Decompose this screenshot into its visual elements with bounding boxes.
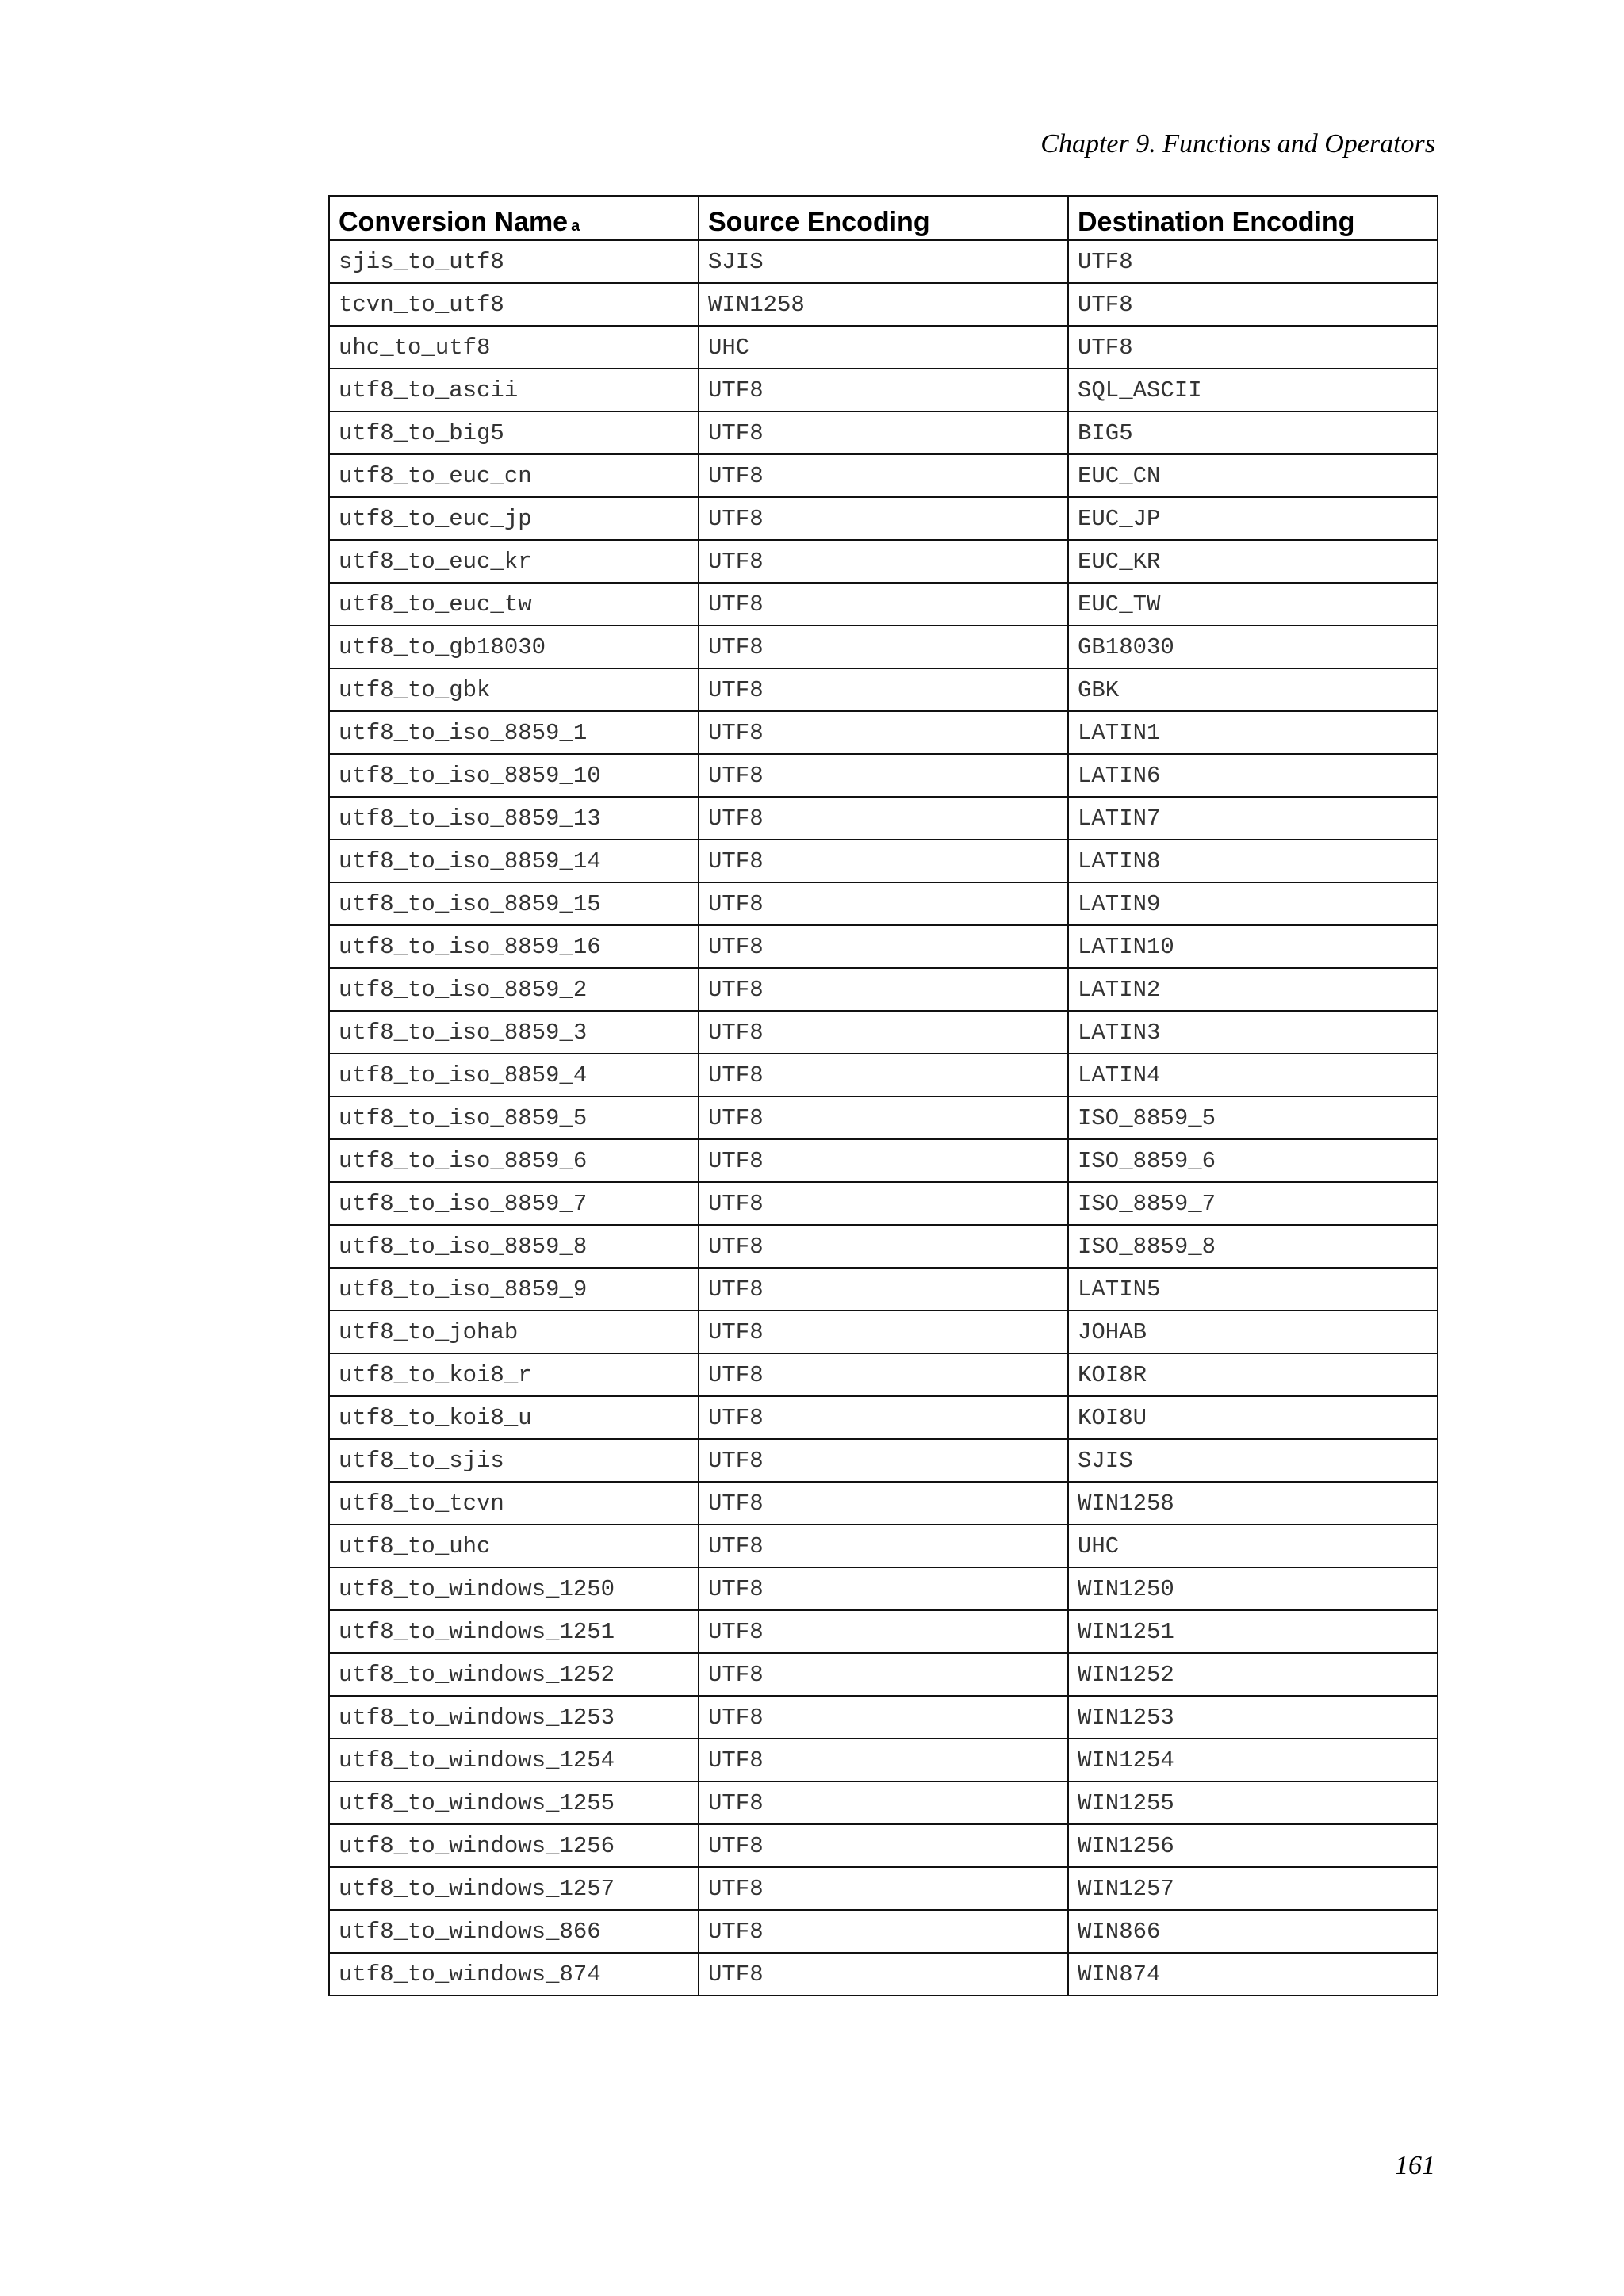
destination-encoding-cell: SJIS xyxy=(1068,1439,1438,1482)
running-header: Chapter 9. Functions and Operators xyxy=(1040,129,1435,159)
destination-encoding-cell: LATIN4 xyxy=(1068,1054,1438,1096)
destination-encoding-cell: ISO_8859_8 xyxy=(1068,1225,1438,1268)
source-encoding-cell: UTF8 xyxy=(699,411,1068,454)
table-row xyxy=(329,925,1438,968)
conversion-name-cell: utf8_to_iso_8859_15 xyxy=(329,882,699,925)
table-row xyxy=(329,668,1438,711)
source-encoding-cell: UTF8 xyxy=(699,1268,1068,1311)
destination-encoding-cell: EUC_JP xyxy=(1068,497,1438,540)
destination-encoding-cell: LATIN3 xyxy=(1068,1011,1438,1054)
source-encoding-cell: UTF8 xyxy=(699,1139,1068,1182)
destination-encoding-cell: WIN1252 xyxy=(1068,1653,1438,1696)
conversion-name-cell: utf8_to_euc_jp xyxy=(329,497,699,540)
destination-encoding-cell: KOI8R xyxy=(1068,1353,1438,1396)
source-encoding-cell: UTF8 xyxy=(699,1525,1068,1567)
destination-encoding-cell: LATIN1 xyxy=(1068,711,1438,754)
conversion-name-cell: utf8_to_iso_8859_7 xyxy=(329,1182,699,1225)
table-row xyxy=(329,1268,1438,1311)
conversion-name-cell: utf8_to_iso_8859_3 xyxy=(329,1011,699,1054)
table-row xyxy=(329,1525,1438,1567)
source-encoding-cell: UTF8 xyxy=(699,1824,1068,1867)
destination-encoding-cell: WIN1255 xyxy=(1068,1781,1438,1824)
source-encoding-cell: UTF8 xyxy=(699,1910,1068,1953)
conversion-name-cell: utf8_to_iso_8859_4 xyxy=(329,1054,699,1096)
column-header-label: Conversion Name xyxy=(339,207,569,237)
source-encoding-cell: UTF8 xyxy=(699,1011,1068,1054)
conversion-name-cell: utf8_to_windows_1254 xyxy=(329,1739,699,1781)
table-row xyxy=(329,1311,1438,1353)
conversion-table xyxy=(328,195,1438,1996)
source-encoding-cell: UTF8 xyxy=(699,754,1068,797)
conversion-name-cell: utf8_to_ascii xyxy=(329,369,699,411)
conversion-name-cell: utf8_to_euc_kr xyxy=(329,540,699,583)
table-row xyxy=(329,711,1438,754)
table-row xyxy=(329,1011,1438,1054)
destination-encoding-cell: GBK xyxy=(1068,668,1438,711)
table-row xyxy=(329,411,1438,454)
conversion-name-cell: utf8_to_iso_8859_10 xyxy=(329,754,699,797)
source-encoding-cell: UHC xyxy=(699,326,1068,369)
table-row xyxy=(329,1610,1438,1653)
source-encoding-cell: UTF8 xyxy=(699,1054,1068,1096)
conversion-name-cell: utf8_to_sjis xyxy=(329,1439,699,1482)
table-row xyxy=(329,583,1438,626)
table-row xyxy=(329,626,1438,668)
table-row xyxy=(329,540,1438,583)
conversion-name-cell: utf8_to_windows_1250 xyxy=(329,1567,699,1610)
table-row xyxy=(329,1824,1438,1867)
conversion-name-cell: utf8_to_iso_8859_5 xyxy=(329,1096,699,1139)
conversion-name-cell: uhc_to_utf8 xyxy=(329,326,699,369)
destination-encoding-cell: WIN1250 xyxy=(1068,1567,1438,1610)
source-encoding-cell: UTF8 xyxy=(699,1439,1068,1482)
table-row xyxy=(329,497,1438,540)
source-encoding-cell: UTF8 xyxy=(699,1696,1068,1739)
table-body xyxy=(329,240,1438,1996)
table-header-row xyxy=(329,196,1438,240)
source-encoding-cell: UTF8 xyxy=(699,497,1068,540)
destination-encoding-cell: ISO_8859_7 xyxy=(1068,1182,1438,1225)
source-encoding-cell: UTF8 xyxy=(699,540,1068,583)
conversion-name-cell: utf8_to_windows_874 xyxy=(329,1953,699,1996)
destination-encoding-cell: WIN1251 xyxy=(1068,1610,1438,1653)
source-encoding-cell: UTF8 xyxy=(699,1396,1068,1439)
source-encoding-cell: UTF8 xyxy=(699,797,1068,840)
destination-encoding-cell: LATIN7 xyxy=(1068,797,1438,840)
destination-encoding-cell: WIN866 xyxy=(1068,1910,1438,1953)
destination-encoding-cell: LATIN2 xyxy=(1068,968,1438,1011)
source-encoding-cell: UTF8 xyxy=(699,1482,1068,1525)
source-encoding-cell: UTF8 xyxy=(699,626,1068,668)
table-row xyxy=(329,1396,1438,1439)
source-encoding-cell: UTF8 xyxy=(699,1225,1068,1268)
conversion-name-cell: utf8_to_gbk xyxy=(329,668,699,711)
conversion-name-cell: utf8_to_johab xyxy=(329,1311,699,1353)
table-row xyxy=(329,754,1438,797)
destination-encoding-cell: LATIN8 xyxy=(1068,840,1438,882)
column-header-destination-encoding: Destination Encoding xyxy=(1068,196,1438,240)
destination-encoding-cell: LATIN6 xyxy=(1068,754,1438,797)
table-row xyxy=(329,1781,1438,1824)
destination-encoding-cell: WIN1253 xyxy=(1068,1696,1438,1739)
conversion-name-cell: utf8_to_windows_866 xyxy=(329,1910,699,1953)
source-encoding-cell: UTF8 xyxy=(699,583,1068,626)
table-row xyxy=(329,1139,1438,1182)
conversion-name-cell: utf8_to_big5 xyxy=(329,411,699,454)
destination-encoding-cell: UTF8 xyxy=(1068,240,1438,283)
source-encoding-cell: UTF8 xyxy=(699,1739,1068,1781)
conversion-name-cell: utf8_to_uhc xyxy=(329,1525,699,1567)
source-encoding-cell: UTF8 xyxy=(699,1867,1068,1910)
table-row xyxy=(329,326,1438,369)
table-row xyxy=(329,1953,1438,1996)
destination-encoding-cell: UTF8 xyxy=(1068,283,1438,326)
source-encoding-cell: SJIS xyxy=(699,240,1068,283)
source-encoding-cell: UTF8 xyxy=(699,1567,1068,1610)
destination-encoding-cell: WIN1254 xyxy=(1068,1739,1438,1781)
conversion-name-cell: sjis_to_utf8 xyxy=(329,240,699,283)
table-row xyxy=(329,1439,1438,1482)
source-encoding-cell: WIN1258 xyxy=(699,283,1068,326)
destination-encoding-cell: JOHAB xyxy=(1068,1311,1438,1353)
destination-encoding-cell: UTF8 xyxy=(1068,326,1438,369)
conversion-name-cell: tcvn_to_utf8 xyxy=(329,283,699,326)
conversion-name-cell: utf8_to_euc_cn xyxy=(329,454,699,497)
table-row xyxy=(329,1653,1438,1696)
destination-encoding-cell: BIG5 xyxy=(1068,411,1438,454)
conversion-name-cell: utf8_to_windows_1252 xyxy=(329,1653,699,1696)
table-row xyxy=(329,1054,1438,1096)
source-encoding-cell: UTF8 xyxy=(699,1096,1068,1139)
destination-encoding-cell: GB18030 xyxy=(1068,626,1438,668)
destination-encoding-cell: KOI8U xyxy=(1068,1396,1438,1439)
source-encoding-cell: UTF8 xyxy=(699,1653,1068,1696)
table-row xyxy=(329,240,1438,283)
conversion-name-cell: utf8_to_iso_8859_13 xyxy=(329,797,699,840)
conversion-name-cell: utf8_to_koi8_r xyxy=(329,1353,699,1396)
conversion-name-cell: utf8_to_windows_1257 xyxy=(329,1867,699,1910)
destination-encoding-cell: EUC_CN xyxy=(1068,454,1438,497)
source-encoding-cell: UTF8 xyxy=(699,1610,1068,1653)
source-encoding-cell: UTF8 xyxy=(699,1781,1068,1824)
destination-encoding-cell: EUC_TW xyxy=(1068,583,1438,626)
table-row xyxy=(329,968,1438,1011)
table-row xyxy=(329,1482,1438,1525)
table-row xyxy=(329,1739,1438,1781)
conversion-name-cell: utf8_to_iso_8859_14 xyxy=(329,840,699,882)
source-encoding-cell: UTF8 xyxy=(699,1953,1068,1996)
destination-encoding-cell: EUC_KR xyxy=(1068,540,1438,583)
conversion-name-cell: utf8_to_iso_8859_9 xyxy=(329,1268,699,1311)
column-header-conversion-name xyxy=(329,196,699,240)
table-row xyxy=(329,1096,1438,1139)
conversion-name-cell: utf8_to_koi8_u xyxy=(329,1396,699,1439)
column-header-source-encoding: Source Encoding xyxy=(699,196,1068,240)
destination-encoding-cell: LATIN5 xyxy=(1068,1268,1438,1311)
conversion-name-cell: utf8_to_iso_8859_1 xyxy=(329,711,699,754)
table-row xyxy=(329,840,1438,882)
source-encoding-cell: UTF8 xyxy=(699,840,1068,882)
conversion-name-cell: utf8_to_gb18030 xyxy=(329,626,699,668)
table-row xyxy=(329,1225,1438,1268)
destination-encoding-cell: LATIN10 xyxy=(1068,925,1438,968)
source-encoding-cell: UTF8 xyxy=(699,882,1068,925)
table-row xyxy=(329,1867,1438,1910)
source-encoding-cell: UTF8 xyxy=(699,454,1068,497)
conversion-name-cell: utf8_to_tcvn xyxy=(329,1482,699,1525)
conversion-name-cell: utf8_to_windows_1255 xyxy=(329,1781,699,1824)
table-row xyxy=(329,1182,1438,1225)
table-row xyxy=(329,454,1438,497)
table-row xyxy=(329,1696,1438,1739)
destination-encoding-cell: ISO_8859_6 xyxy=(1068,1139,1438,1182)
footnote-marker: a xyxy=(571,217,580,235)
conversion-name-cell: utf8_to_windows_1256 xyxy=(329,1824,699,1867)
conversion-name-cell: utf8_to_windows_1251 xyxy=(329,1610,699,1653)
conversion-name-cell: utf8_to_euc_tw xyxy=(329,583,699,626)
table-row xyxy=(329,1910,1438,1953)
source-encoding-cell: UTF8 xyxy=(699,1311,1068,1353)
source-encoding-cell: UTF8 xyxy=(699,925,1068,968)
table-row xyxy=(329,882,1438,925)
source-encoding-cell: UTF8 xyxy=(699,1182,1068,1225)
conversion-name-cell: utf8_to_iso_8859_2 xyxy=(329,968,699,1011)
destination-encoding-cell: WIN1256 xyxy=(1068,1824,1438,1867)
destination-encoding-cell: WIN1257 xyxy=(1068,1867,1438,1910)
table-row xyxy=(329,283,1438,326)
table-row xyxy=(329,797,1438,840)
destination-encoding-cell: SQL_ASCII xyxy=(1068,369,1438,411)
destination-encoding-cell: WIN1258 xyxy=(1068,1482,1438,1525)
table-row xyxy=(329,1353,1438,1396)
destination-encoding-cell: UHC xyxy=(1068,1525,1438,1567)
source-encoding-cell: UTF8 xyxy=(699,369,1068,411)
destination-encoding-cell: LATIN9 xyxy=(1068,882,1438,925)
destination-encoding-cell: ISO_8859_5 xyxy=(1068,1096,1438,1139)
table-row xyxy=(329,1567,1438,1610)
page-number: 161 xyxy=(1395,2151,1435,2180)
source-encoding-cell: UTF8 xyxy=(699,668,1068,711)
conversion-name-cell: utf8_to_iso_8859_16 xyxy=(329,925,699,968)
table-row xyxy=(329,369,1438,411)
source-encoding-cell: UTF8 xyxy=(699,1353,1068,1396)
conversion-name-cell: utf8_to_windows_1253 xyxy=(329,1696,699,1739)
conversion-name-cell: utf8_to_iso_8859_6 xyxy=(329,1139,699,1182)
destination-encoding-cell: WIN874 xyxy=(1068,1953,1438,1996)
source-encoding-cell: UTF8 xyxy=(699,968,1068,1011)
conversion-name-cell: utf8_to_iso_8859_8 xyxy=(329,1225,699,1268)
source-encoding-cell: UTF8 xyxy=(699,711,1068,754)
